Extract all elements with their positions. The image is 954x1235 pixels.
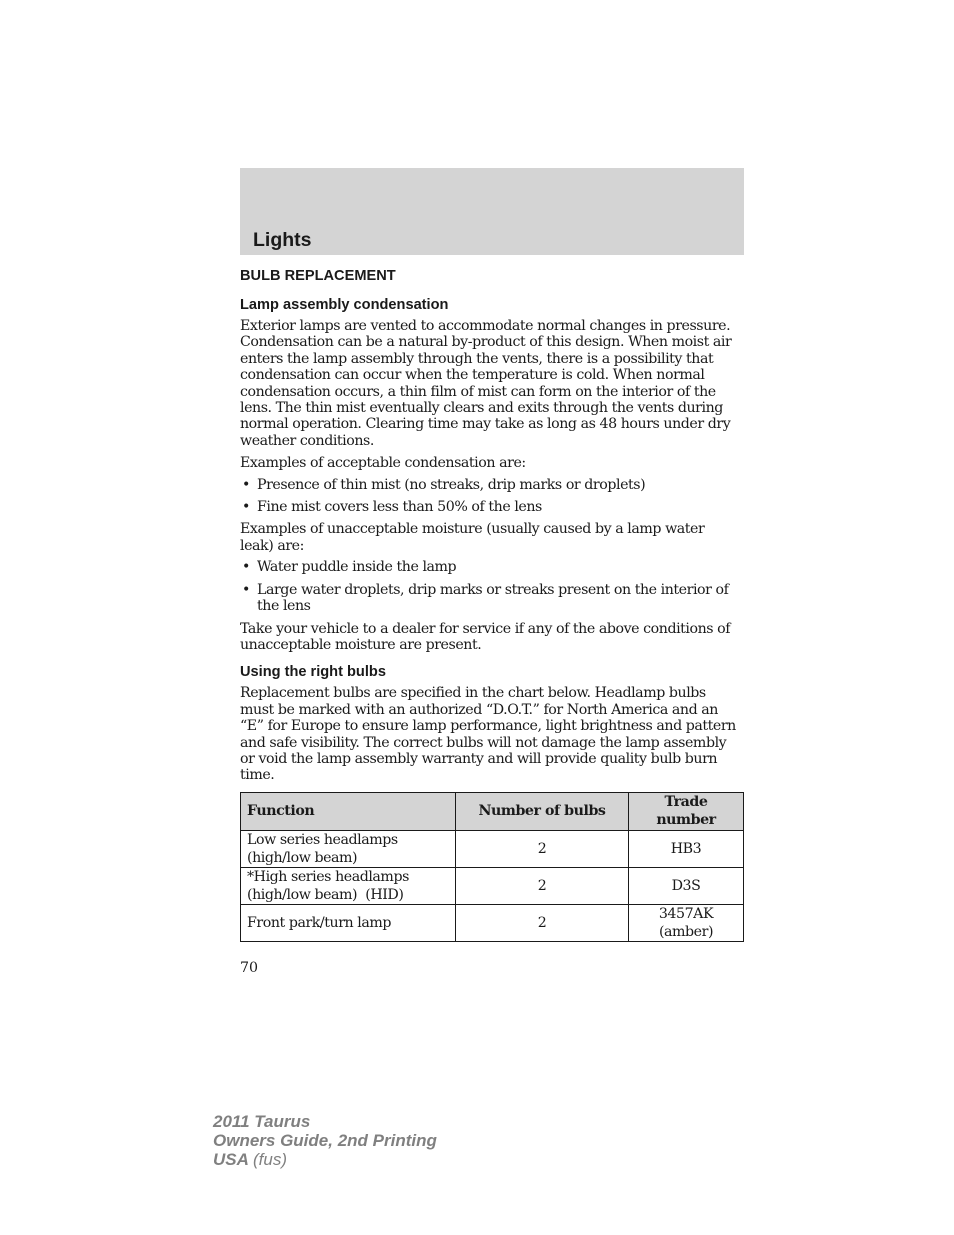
section-title: BULB REPLACEMENT xyxy=(240,268,396,284)
bullet-icon: • xyxy=(242,476,250,493)
cell-function xyxy=(241,830,456,867)
text-line: or void the lamp assembly warranty and will provide quality bulb burn xyxy=(240,750,718,767)
cell-function xyxy=(241,867,456,904)
text-line: must be marked with an authorized “D.O.T.” for North America and an xyxy=(240,701,718,718)
table-row xyxy=(241,830,744,867)
table-row xyxy=(241,867,744,904)
text-line: “E” for Europe to ensure lamp performance, light brightness and pattern xyxy=(240,718,736,735)
list-item-text: Water puddle inside the lamp xyxy=(257,559,457,576)
acceptable-label: Examples of acceptable condensation are: xyxy=(240,455,526,472)
text-line: Examples of unacceptable moisture (usually caused by a lamp water xyxy=(240,521,705,538)
subheading-condensation: Lamp assembly condensation xyxy=(240,297,449,313)
text-line: and safe visibility. The correct bulbs will not damage the lamp assembly xyxy=(240,734,727,751)
footer-market-code: (fus) xyxy=(253,1150,287,1169)
footer-market xyxy=(213,1150,437,1169)
subheading-right-bulbs: Using the right bulbs xyxy=(240,664,386,681)
table-header-row xyxy=(241,792,744,830)
bullet-icon: • xyxy=(242,499,250,516)
cell-trade: HB3 xyxy=(629,830,744,867)
cell-trade: D3S xyxy=(629,867,744,904)
cell-function: Front park/turn lamp xyxy=(241,904,456,941)
cell-number: 2 xyxy=(456,830,629,867)
header-number-of-bulbs: Number of bulbs xyxy=(456,792,629,830)
header-trade-number xyxy=(629,792,744,830)
text-line: normal operation. Clearing time may take as long as 48 hours under dry xyxy=(240,416,731,433)
condensation-paragraph xyxy=(240,318,744,449)
header-text: number xyxy=(656,812,716,829)
list-item xyxy=(240,477,744,493)
unacceptable-label xyxy=(240,521,744,554)
cell-text: (amber) xyxy=(658,923,714,940)
cell-number: 2 xyxy=(456,867,629,904)
text-line: Take your vehicle to a dealer for service if any of the above conditions of xyxy=(240,620,731,637)
cell-number: 2 xyxy=(456,904,629,941)
text-line: Exterior lamps are vented to accommodate normal changes in pressure. xyxy=(240,318,731,334)
chapter-title: Lights xyxy=(253,229,312,251)
header-text: Trade xyxy=(664,794,708,811)
header-function: Function xyxy=(241,792,456,830)
cell-text: (high/low beam) xyxy=(247,849,358,866)
text-line: lens. The thin mist eventually clears and exits through the vents during xyxy=(240,400,723,417)
dealer-paragraph xyxy=(240,621,744,654)
page-number: 70 xyxy=(240,960,259,976)
cell-text: *High series headlamps xyxy=(247,868,409,885)
list-item-text: Fine mist covers less than 50% of the lens xyxy=(257,499,542,516)
text-line: time. xyxy=(240,767,275,784)
text-line: enters the lamp assembly through the vents, there is a possibility that xyxy=(240,350,714,367)
text-line: leak) are: xyxy=(240,537,304,554)
list-item xyxy=(240,582,744,615)
cell-text: Low series headlamps xyxy=(247,831,398,848)
unacceptable-list xyxy=(240,559,744,614)
text-line: condensation occurs, a thin film of mist can form on the interior of the xyxy=(240,383,716,400)
page-content xyxy=(240,265,744,942)
cell-text: 3457AK xyxy=(658,905,714,922)
chapter-header-band xyxy=(240,168,744,255)
cell-text: (high/low beam) (HID) xyxy=(247,886,404,903)
document-footer xyxy=(213,1112,437,1169)
list-item-text: Presence of thin mist (no streaks, drip marks or droplets) xyxy=(257,476,646,493)
list-item-text: Large water droplets, drip marks or streaks present on the interior of xyxy=(257,581,729,598)
bullet-icon: • xyxy=(242,581,250,598)
footer-market-text: USA xyxy=(213,1150,249,1169)
list-item-text: the lens xyxy=(257,598,311,615)
text-line: unacceptable moisture are present. xyxy=(240,636,482,653)
text-line: Condensation can be a natural by-product of this design. When moist air xyxy=(240,334,732,351)
footer-model: 2011 Taurus xyxy=(213,1112,311,1131)
footer-edition: Owners Guide, 2nd Printing xyxy=(213,1131,437,1150)
right-bulbs-paragraph xyxy=(240,685,744,783)
cell-trade xyxy=(629,904,744,941)
table-row xyxy=(241,904,744,941)
text-line: condensation can occur when the temperature is cold. When normal xyxy=(240,367,705,384)
text-line: Replacement bulbs are specified in the chart below. Headlamp bulbs xyxy=(240,685,706,702)
acceptable-list xyxy=(240,477,744,516)
list-item xyxy=(240,499,744,515)
text-line: weather conditions. xyxy=(240,432,374,449)
bulb-table xyxy=(240,792,744,942)
bullet-icon: • xyxy=(242,559,250,576)
list-item xyxy=(240,559,744,575)
